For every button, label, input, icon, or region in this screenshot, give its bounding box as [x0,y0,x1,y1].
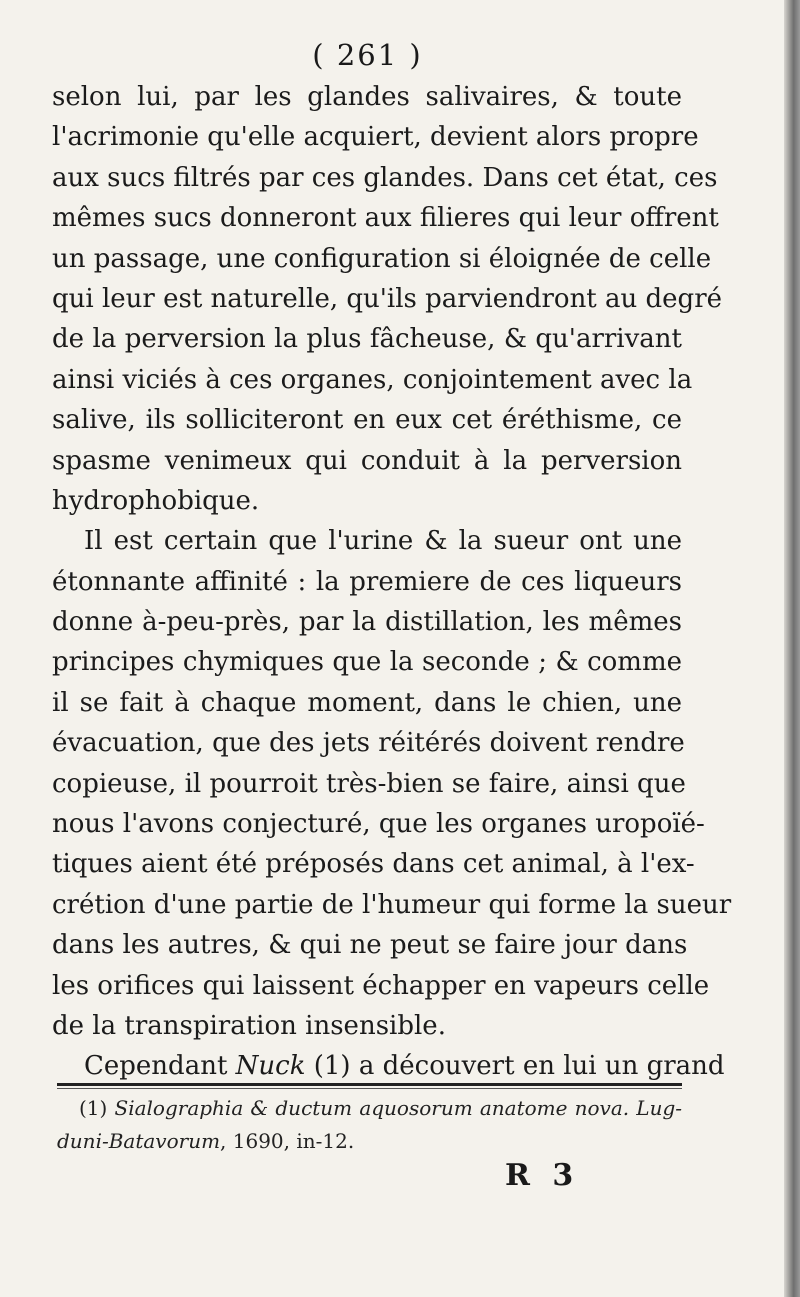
body-line: il se fait à chaque moment, dans le chien, une [52,687,682,718]
body-line: un passage, une configuration si éloignée de celle [52,243,712,274]
body-line: ainsi viciés à ces organes, conjointement avec la [52,364,693,395]
footnote-tail: , 1690, in-12. [220,1129,355,1153]
footnote [57,1092,682,1158]
body-line: qui leur est naturelle, qu'ils parviendront au degré [52,283,723,314]
body-line: salive, ils solliciteront en eux cet éréthisme, ce [52,405,682,436]
author-name: Nuck [235,1051,306,1082]
body-line: donne à-peu-près, par la distillation, les mêmes [52,607,682,638]
body-line: dans les autres, & qui ne peut se faire jour dans [52,930,688,961]
body-line: crétion d'une partie de l'humeur qui forme la sueur [52,889,732,920]
footnote-marker: (1) [79,1096,115,1120]
footnote-rule-thin [57,1088,682,1089]
body-line: mêmes sucs donneront aux filieres qui leur offrent [52,203,719,234]
body-line: évacuation, que des jets réitérés doivent rendre [52,728,685,759]
body-line: copieuse, il pourroit très-bien se faire, ainsi que [52,768,686,799]
footnote-title-2: duni-Batavorum [57,1129,221,1153]
page-edge-shadow [784,0,800,1297]
last-line-before: Cependant [84,1051,236,1082]
body-line: les orifices qui laissent échapper en vapeurs celle [52,970,710,1001]
body-line: principes chymiques que la seconde ; & comme [52,647,682,678]
body-line: de la perversion la plus fâcheuse, & qu'arrivant [52,324,682,355]
body-line: Il est certain que l'urine & la sueur ont une [84,526,682,557]
body-line: étonnante affinité : la premiere de ces liqueurs [52,566,682,597]
body-line: l'acrimonie qu'elle acquiert, devient alors propre [52,122,699,153]
body-line: hydrophobique. [52,485,260,516]
footnote-rule [57,1083,682,1086]
body-line: aux sucs filtrés par ces glandes. Dans cet état, ces [52,162,718,193]
footnote-line-1 [57,1092,682,1125]
signature-mark: R 3 [505,1158,580,1193]
page-number: ( 261 ) [312,38,423,72]
body-text [52,77,732,1087]
last-line-after: (1) a découvert en lui un grand [305,1051,725,1082]
body-line: tiques aient été préposés dans cet animal, à l'ex- [52,849,695,880]
body-line: selon lui, par les glandes salivaires, & toute [52,82,682,112]
body-line: nous l'avons conjecturé, que les organes uropoïé- [52,809,705,840]
body-line-last [52,1046,725,1086]
body-line: spasme venimeux qui conduit à la perversion [52,445,682,476]
footnote-title-1: Sialographia & ductum aquosorum anatome nova. Lug- [114,1096,683,1120]
footnote-line-2 [57,1125,682,1158]
body-line: de la transpiration insensible. [52,1010,446,1041]
